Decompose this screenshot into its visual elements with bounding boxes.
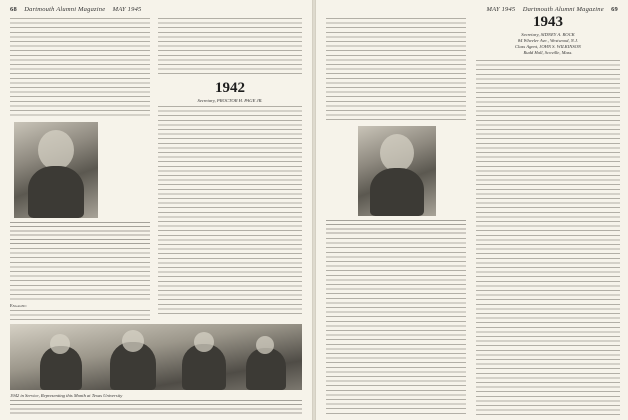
page-number-right: 69 bbox=[611, 6, 618, 13]
left-col1-engaged-text bbox=[10, 310, 150, 320]
right-col2-text bbox=[476, 60, 620, 416]
class-1943-agent-address: Rudd Hall, Scoville, Mass. bbox=[523, 50, 573, 55]
class-1943-address: 84 Wheeler Ave., Westwood, N.J. bbox=[517, 38, 579, 43]
page-number-left: 68 bbox=[10, 6, 17, 13]
class-1943-heading: 1943 bbox=[533, 14, 563, 30]
magazine-title-left: Dartmouth Alumni Magazine bbox=[24, 6, 106, 13]
portrait-caption bbox=[10, 222, 150, 244]
right-portrait-caption bbox=[326, 220, 466, 234]
class-1943-agent: Class Agent, JOHN S. WILKINSON bbox=[514, 44, 582, 49]
left-col2-upper-text bbox=[158, 18, 302, 76]
issue-date-left: MAY 1945 bbox=[112, 6, 142, 13]
left-col2-lower-text bbox=[158, 106, 302, 314]
class-1942-secretary: Secretary, PROCTOR H. PAGE JR. bbox=[197, 98, 263, 103]
left-col1-upper-text bbox=[10, 18, 150, 118]
group-photo bbox=[10, 324, 302, 390]
left-page bbox=[0, 0, 312, 420]
left-col1-lower-text bbox=[10, 248, 150, 302]
left-folio bbox=[10, 6, 302, 16]
group-photo-caption-head: 1942 in Service, Representing this Month at Texas University bbox=[10, 393, 123, 398]
portrait-photo bbox=[14, 122, 98, 218]
group-photo-caption bbox=[10, 400, 302, 416]
magazine-title-right: Dartmouth Alumni Magazine bbox=[522, 6, 604, 13]
right-col1-lower-text bbox=[326, 238, 466, 416]
engaged-label: Engaged: bbox=[10, 303, 27, 308]
issue-date-right: MAY 1945 bbox=[486, 6, 516, 13]
class-1943-secretary: Secretary, SIDNEY A. ROCK bbox=[521, 32, 575, 37]
right-col1-upper-text bbox=[326, 18, 466, 122]
right-page bbox=[316, 0, 628, 420]
right-portrait-photo bbox=[358, 126, 436, 216]
class-1942-heading: 1942 bbox=[215, 80, 245, 96]
